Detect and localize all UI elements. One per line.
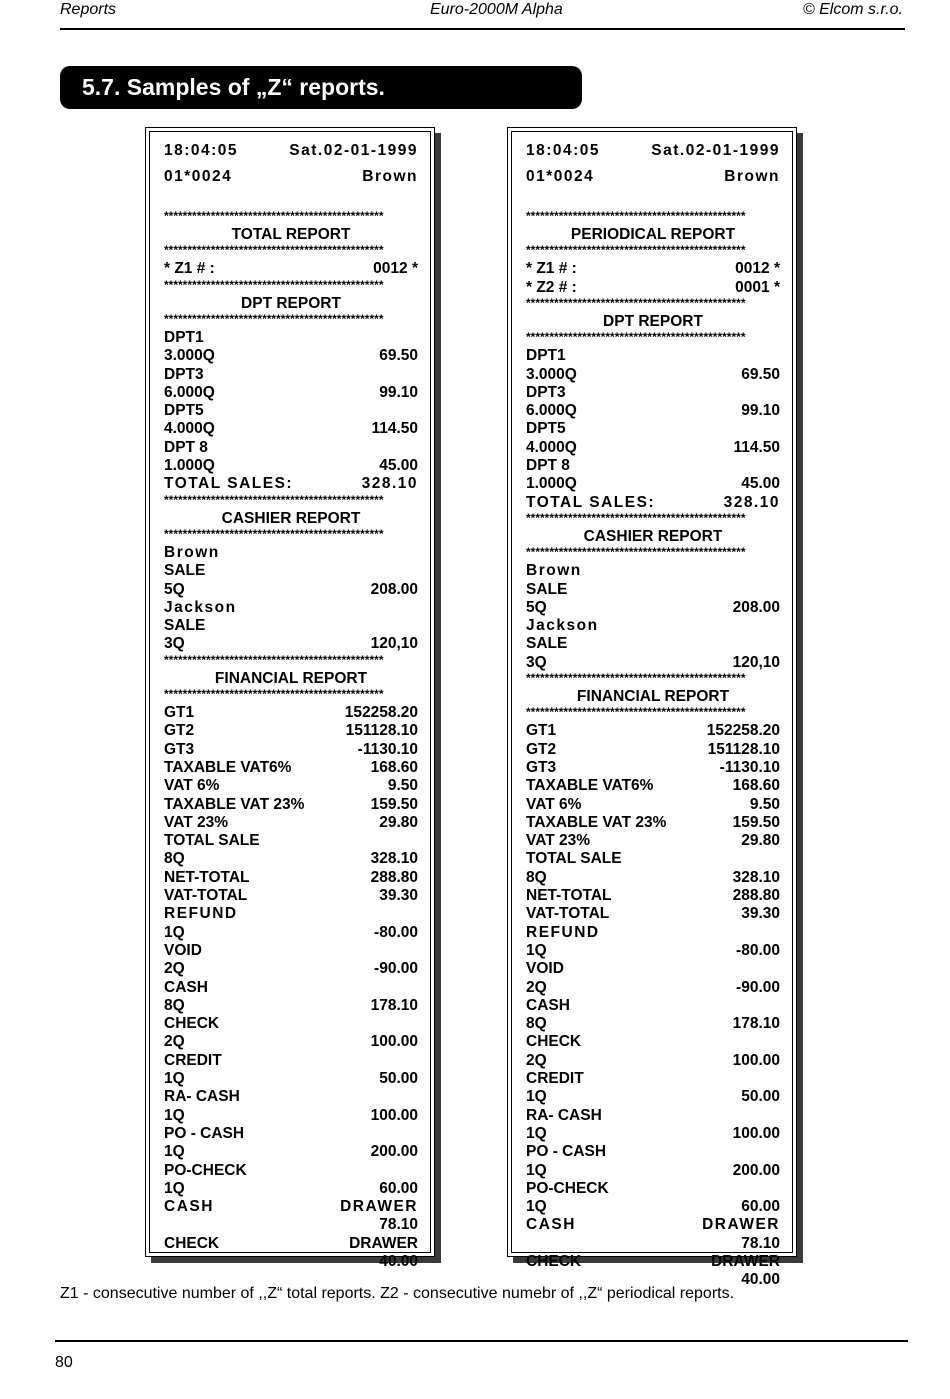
receipt-line <box>526 850 780 868</box>
receipt-line-value: DRAWER <box>702 1216 780 1234</box>
receipt-line <box>164 942 418 960</box>
receipt-line <box>164 722 418 740</box>
receipt-line-label: VAT 6% <box>526 795 582 813</box>
receipt-line-label: DPT1 <box>526 347 566 365</box>
receipt-line-value: 328.10 <box>732 868 780 886</box>
receipt-line <box>164 1125 418 1143</box>
receipt-line <box>526 226 780 244</box>
separator-stars: *********************************************** <box>164 528 384 539</box>
receipt-line <box>526 494 780 512</box>
separator-stars: *********************************************** <box>164 245 384 256</box>
receipt-line-label: CASH <box>526 996 570 1014</box>
receipt-line-label: 2Q <box>164 960 185 978</box>
receipt-line-label: 4.000Q <box>164 420 215 438</box>
receipt-line-label: 1Q <box>164 1179 185 1197</box>
receipt-line-label: VAT-TOTAL <box>526 905 610 923</box>
receipt-line-value: 151128.10 <box>707 740 780 758</box>
receipt-line-value: 159.50 <box>370 795 418 813</box>
separator-stars: *********************************************** <box>526 547 746 558</box>
receipt-line-label: 1Q <box>526 1198 547 1216</box>
receipt-line-label: GT3 <box>526 758 557 776</box>
receipt-line <box>164 924 418 942</box>
receipt-line-label: 6.000Q <box>526 402 577 420</box>
receipt-line-value: Sat.02-01-1999 <box>289 142 418 159</box>
receipt-line <box>526 1125 780 1143</box>
receipt-line-label: SALE <box>526 635 568 653</box>
receipt-line <box>164 617 418 635</box>
separator-stars: *********************************************** <box>526 332 746 343</box>
receipt-line-value: 168.60 <box>732 777 780 795</box>
receipt-line <box>526 759 780 777</box>
receipt-line-label: CREDIT <box>526 1070 584 1087</box>
receipt-line-value: 50.00 <box>741 1088 780 1106</box>
receipt-line-value: 69.50 <box>379 347 418 365</box>
receipt-line <box>164 997 418 1015</box>
receipt-line <box>526 1052 780 1070</box>
receipt-line-label: VOID <box>526 960 564 978</box>
receipt-line-value: 328.10 <box>723 493 780 511</box>
receipt-line-label: 1Q <box>164 1143 185 1161</box>
receipt-line-label: 6.000Q <box>164 383 215 401</box>
receipt-line <box>164 832 418 850</box>
receipt-line <box>164 168 418 186</box>
receipt-line-label: 1.000Q <box>526 475 577 493</box>
receipt-line-label: VAT 6% <box>164 777 220 795</box>
receipt-line <box>164 850 418 868</box>
receipt-line <box>164 510 418 528</box>
receipt-line <box>164 1033 418 1051</box>
receipt-line-value: 114.50 <box>371 420 418 438</box>
receipt-line-value: 208.00 <box>732 598 780 616</box>
receipt-line <box>526 439 780 457</box>
receipt-line <box>526 402 780 420</box>
section-title: 5.7. Samples of „Z“ reports. <box>60 66 582 109</box>
receipt-line <box>164 1015 418 1033</box>
receipt-line-value: 40.00 <box>379 1253 418 1270</box>
receipt-line <box>526 279 780 297</box>
receipt-line <box>164 1143 418 1161</box>
page-header <box>60 0 905 30</box>
receipt-line <box>164 905 418 923</box>
separator-stars: *********************************************** <box>526 297 746 308</box>
receipt-line-label: SALE <box>164 562 206 580</box>
receipt-line-value: DRAWER <box>711 1253 780 1270</box>
receipt-line <box>526 722 780 740</box>
receipt-line-label: Brown <box>164 543 220 561</box>
receipt-line-label: SALE <box>164 617 206 635</box>
receipt-line-value: DRAWER <box>349 1234 418 1252</box>
receipt-line <box>164 329 418 347</box>
receipt-line-label: CASH <box>164 1198 214 1216</box>
receipt-line-label: 8Q <box>526 868 547 886</box>
receipt-line-value: 40.00 <box>741 1271 780 1289</box>
receipt-line-label: 2Q <box>164 1033 185 1051</box>
receipt-line-value: -1130.10 <box>719 758 780 776</box>
receipt-line <box>164 704 418 722</box>
receipt-line-value: -80.00 <box>374 923 418 941</box>
receipt-line <box>526 942 780 960</box>
receipt-line-label: 5Q <box>526 598 547 616</box>
receipt-line <box>164 1107 418 1125</box>
receipt-line-value: 152258.20 <box>706 722 780 740</box>
receipt-line-value: 99.10 <box>741 402 780 420</box>
receipt-line-value: 208.00 <box>370 580 418 598</box>
receipt-line-value: 120,10 <box>732 653 780 671</box>
receipt-line <box>526 960 780 978</box>
receipt-line <box>526 654 780 672</box>
receipt-line <box>526 887 780 905</box>
receipt-line <box>164 796 418 814</box>
receipt-line-label: 8Q <box>164 850 185 868</box>
receipt-line-label: TOTAL SALE <box>164 832 260 850</box>
receipt-line-label: 1Q <box>164 1070 185 1087</box>
receipt-line-label: GT2 <box>526 740 557 758</box>
receipt-line <box>526 142 780 160</box>
receipt-line-label: FINANCIAL REPORT <box>576 688 730 705</box>
receipt-line-value: 99.10 <box>379 383 418 401</box>
receipt-line-label: FINANCIAL REPORT <box>214 669 368 687</box>
receipt-line <box>526 528 780 546</box>
receipt-line <box>526 475 780 493</box>
receipt-line <box>164 777 418 795</box>
receipt-line-label: NET-TOTAL <box>164 868 250 886</box>
receipt-line-label: REFUND <box>164 905 238 923</box>
receipt-line-value: 60.00 <box>379 1179 418 1197</box>
receipt-line-value: 39.30 <box>379 887 418 904</box>
receipt-line <box>526 581 780 599</box>
separator-stars: *********************************************** <box>526 707 746 718</box>
receipt-line <box>526 924 780 942</box>
receipt-line-value: 159.50 <box>732 813 780 831</box>
receipt-line-label: TAXABLE VAT 23% <box>164 795 305 813</box>
receipt-line-label: CASHIER REPORT <box>221 509 361 527</box>
receipt-line-label: 3Q <box>164 635 185 653</box>
receipt-line-value: 328.10 <box>361 475 418 493</box>
receipt-line <box>526 1088 780 1106</box>
receipt-line <box>164 1235 418 1253</box>
receipt-line <box>164 814 418 832</box>
receipt-line-value: 328.10 <box>370 850 418 868</box>
receipt-line-label: TAXABLE VAT6% <box>526 777 654 795</box>
receipt-line <box>164 887 418 905</box>
receipt-line-label: DPT 8 <box>164 438 208 456</box>
receipt-periodical-report <box>507 127 797 1289</box>
separator-stars: *********************************************** <box>164 494 384 505</box>
separator-stars: *********************************************** <box>164 211 384 221</box>
receipt-line-label: DPT3 <box>526 383 566 401</box>
receipt-line <box>526 1107 780 1125</box>
receipt-line <box>164 581 418 599</box>
receipt-line <box>526 599 780 617</box>
separator-stars: *********************************************** <box>164 279 384 290</box>
receipt-line <box>526 1253 780 1271</box>
receipt-line-value: Brown <box>724 168 780 185</box>
receipt-line-label: 1Q <box>526 1161 547 1179</box>
receipt-line-label: 18:04:05 <box>164 142 239 159</box>
receipt-line-value: -90.00 <box>736 978 780 996</box>
receipt-line <box>526 869 780 887</box>
receipt-line-value: 78.10 <box>741 1234 780 1252</box>
receipt-line-value: 45.00 <box>741 475 780 493</box>
receipt-line-value: 69.50 <box>741 365 780 383</box>
receipt-line <box>164 347 418 365</box>
receipt-line <box>164 1070 418 1088</box>
receipt-line-label: TOTAL REPORT <box>231 226 351 243</box>
header-copyright: © Elcom s.r.o. <box>802 1 903 18</box>
receipt-line <box>526 979 780 997</box>
page-number: 80 <box>55 1354 73 1371</box>
receipt-line-value: 60.00 <box>741 1198 780 1216</box>
receipt-line-label: PERIODICAL REPORT <box>570 226 736 243</box>
receipt-line-value: 151128.10 <box>345 722 418 740</box>
separator-stars: *********************************************** <box>164 654 384 665</box>
receipt-line <box>164 366 418 384</box>
receipt-line-value: Sat.02-01-1999 <box>651 142 780 159</box>
receipt-line <box>526 1015 780 1033</box>
receipt-line-label: CASH <box>164 978 208 996</box>
receipt-line-label: CASHIER REPORT <box>583 527 723 545</box>
separator-stars: *********************************************** <box>164 689 384 699</box>
receipt-line <box>526 384 780 402</box>
receipt-line <box>526 313 780 331</box>
receipt-line <box>526 420 780 438</box>
receipt-line-label: 5Q <box>164 580 185 598</box>
receipt-line-label: GT3 <box>164 740 195 758</box>
receipt-line <box>164 544 418 562</box>
receipt-line-value: 152258.20 <box>344 704 418 721</box>
receipt-line-label: VAT-TOTAL <box>164 887 248 904</box>
receipt-line-label: CHECK <box>526 1253 582 1270</box>
receipt-line <box>164 226 418 244</box>
receipt-line-label: Jackson <box>164 598 237 616</box>
receipt-line-value: 178.10 <box>732 1015 780 1033</box>
receipt-line-value: 100.00 <box>732 1051 780 1069</box>
receipt-line-value: 178.10 <box>370 996 418 1014</box>
header-section: Reports <box>60 1 117 18</box>
receipt-line-label: DPT1 <box>164 328 204 346</box>
receipt-line-label: DPT3 <box>164 365 204 383</box>
receipt-line <box>526 1143 780 1161</box>
receipt-line-label: PO-CHECK <box>526 1179 609 1197</box>
receipt-line <box>164 1198 418 1216</box>
receipt-line <box>526 1180 780 1198</box>
receipt-line <box>164 960 418 978</box>
separator-stars: *********************************************** <box>526 512 746 523</box>
receipt-line <box>526 617 780 635</box>
receipt-line-value: 100.00 <box>370 1033 418 1051</box>
receipt-line <box>164 979 418 997</box>
receipt-line-label: 18:04:05 <box>526 142 601 159</box>
separator-stars: *********************************************** <box>526 673 746 683</box>
separator-stars: *********************************************** <box>164 313 384 324</box>
receipt-line-label: 8Q <box>164 996 185 1014</box>
receipt-line <box>164 1052 418 1070</box>
receipt-line <box>526 1070 780 1088</box>
receipt-line-label: 3Q <box>526 653 547 671</box>
receipt-total-report <box>145 127 435 1270</box>
footer-divider <box>55 1340 908 1342</box>
footnote: Z1 - consecutive number of ,,Z“ total reports. Z2 - consecutive numebr of ,,Z“ periodical reports. <box>60 1285 735 1302</box>
receipt-line <box>164 869 418 887</box>
receipt-line-value: 0012 * <box>735 260 780 278</box>
receipt-line <box>164 402 418 420</box>
receipt-line-value: 29.80 <box>741 832 780 850</box>
receipt-line <box>526 688 780 706</box>
receipt-line-label: VAT 23% <box>164 813 229 831</box>
receipt-line <box>526 366 780 384</box>
receipt-line <box>526 832 780 850</box>
receipt-line-value: -1130.10 <box>357 740 418 758</box>
receipt-line-label: PO - CASH <box>526 1143 607 1161</box>
receipt-line <box>526 1216 780 1234</box>
receipt-line <box>164 260 418 278</box>
receipt-line-label: Jackson <box>526 617 599 635</box>
receipt-line-value: 200.00 <box>370 1143 418 1161</box>
receipt-line <box>526 1033 780 1051</box>
receipt-line <box>526 905 780 923</box>
receipt-line-label: REFUND <box>526 923 600 941</box>
receipt-line-value: 120,10 <box>370 635 418 653</box>
receipt-line-value: 114.50 <box>733 438 780 456</box>
receipt-line-label: RA- CASH <box>526 1106 602 1124</box>
receipt-line <box>526 777 780 795</box>
receipt-line-label: TAXABLE VAT6% <box>164 758 292 776</box>
receipt-line <box>526 347 780 365</box>
receipt-line-label: 3.000Q <box>526 365 577 383</box>
receipt-line-label: 3.000Q <box>164 347 215 365</box>
receipt-line-label: DPT REPORT <box>603 312 703 330</box>
receipt-line <box>164 1162 418 1180</box>
receipt-line <box>164 384 418 402</box>
receipt-line-label: * Z2 # : <box>526 278 577 296</box>
receipt-line-label: CREDIT <box>164 1051 222 1069</box>
receipt-line <box>164 475 418 493</box>
receipt-line-value: 9.50 <box>387 777 418 795</box>
receipt-line-label: 2Q <box>526 1051 547 1069</box>
receipt-line <box>164 759 418 777</box>
receipt-line-label: 01*0024 <box>526 168 595 185</box>
receipt-line-value: 0012 * <box>373 260 418 278</box>
receipt-line <box>164 1180 418 1198</box>
receipt-line-label: * Z1 # : <box>164 260 215 278</box>
receipt-line <box>164 457 418 475</box>
receipt-line-value: -90.00 <box>374 960 418 978</box>
receipt-line <box>526 457 780 475</box>
receipt-line-label: GT1 <box>526 722 557 740</box>
receipt-line-value: 0001 * <box>735 278 780 296</box>
header-product: Euro-2000M Alpha <box>430 1 563 18</box>
receipt-line-label: RA- CASH <box>164 1088 240 1106</box>
receipt-line-label: TOTAL SALES: <box>164 475 294 493</box>
receipt-line-label: GT1 <box>164 704 195 721</box>
receipt-line <box>164 142 418 160</box>
receipt-line-label: 1Q <box>526 1124 547 1142</box>
receipt-line-label: NET-TOTAL <box>526 887 612 904</box>
receipt-line-value: 200.00 <box>732 1161 780 1179</box>
receipt-line-label: VAT 23% <box>526 832 591 850</box>
receipt-line-label: CHECK <box>164 1015 220 1033</box>
receipt-line-value: 168.60 <box>370 758 418 776</box>
receipt-line-value: DRAWER <box>340 1198 418 1216</box>
receipt-line-label: VOID <box>164 941 202 959</box>
separator-stars: *********************************************** <box>526 211 746 221</box>
receipt-line-value: 45.00 <box>379 457 418 474</box>
receipt-line <box>526 796 780 814</box>
receipt-line-label: 2Q <box>526 978 547 996</box>
receipt-line <box>526 168 780 186</box>
receipt-line-value: 9.50 <box>749 795 780 813</box>
receipt-line-label: 1Q <box>164 1106 185 1124</box>
receipt-line <box>164 599 418 617</box>
receipt-line-label: GT2 <box>164 722 195 740</box>
receipt-line-label: CHECK <box>526 1033 582 1051</box>
receipt-line-value: 78.10 <box>379 1216 418 1234</box>
receipt-line <box>526 997 780 1015</box>
receipt-line-value: 39.30 <box>741 905 780 923</box>
receipt-line-label: CASH <box>526 1216 576 1234</box>
receipt-line-value: 29.80 <box>379 813 418 831</box>
receipt-line-label: 1Q <box>526 941 547 959</box>
receipt-line <box>526 260 780 278</box>
receipt-line-label: TOTAL SALE <box>526 850 622 868</box>
receipt-line-value: 100.00 <box>732 1124 780 1142</box>
receipt-line-value: 100.00 <box>370 1106 418 1124</box>
receipt-line-label: TAXABLE VAT 23% <box>526 813 667 831</box>
receipt-line-label: PO-CHECK <box>164 1161 247 1179</box>
receipt-line-label: DPT5 <box>526 420 566 438</box>
receipt-line-label: * Z1 # : <box>526 260 577 278</box>
receipt-line-label: 01*0024 <box>164 168 233 185</box>
receipt-line-label: DPT 8 <box>526 457 570 474</box>
receipt-line-value: -80.00 <box>736 941 780 959</box>
receipt-line <box>164 1088 418 1106</box>
receipt-line-label: 1Q <box>526 1088 547 1106</box>
receipt-line-label: PO - CASH <box>164 1124 245 1142</box>
receipt-line-label: CHECK <box>164 1234 220 1252</box>
separator-stars: *********************************************** <box>526 245 746 256</box>
receipt-line-value: 288.80 <box>370 868 418 886</box>
receipt-line <box>526 814 780 832</box>
receipt-line <box>526 1198 780 1216</box>
receipt-line <box>164 295 418 313</box>
receipt-line <box>526 741 780 759</box>
receipt-line-label: TOTAL SALES: <box>526 493 656 511</box>
receipt-line-label: 4.000Q <box>526 438 577 456</box>
receipt-line-label: 1Q <box>164 923 185 941</box>
receipt-line-value: Brown <box>362 168 418 185</box>
receipt-line-value: 50.00 <box>379 1070 418 1087</box>
receipt-line <box>164 439 418 457</box>
receipt-line-label: 8Q <box>526 1015 547 1033</box>
receipt-line <box>526 1162 780 1180</box>
receipt-line <box>164 670 418 688</box>
receipt-line <box>526 635 780 653</box>
receipt-line <box>526 562 780 580</box>
receipt-line <box>164 420 418 438</box>
receipt-line <box>164 635 418 653</box>
receipt-line-label: SALE <box>526 580 568 598</box>
receipt-line-label: Brown <box>526 562 582 580</box>
receipt-line-label: DPT5 <box>164 402 204 420</box>
receipt-line <box>164 562 418 580</box>
receipt-line-value: 288.80 <box>732 887 780 904</box>
receipt-line-label: DPT REPORT <box>241 294 341 312</box>
receipt-line-label: 1.000Q <box>164 457 215 474</box>
receipt-line <box>164 741 418 759</box>
